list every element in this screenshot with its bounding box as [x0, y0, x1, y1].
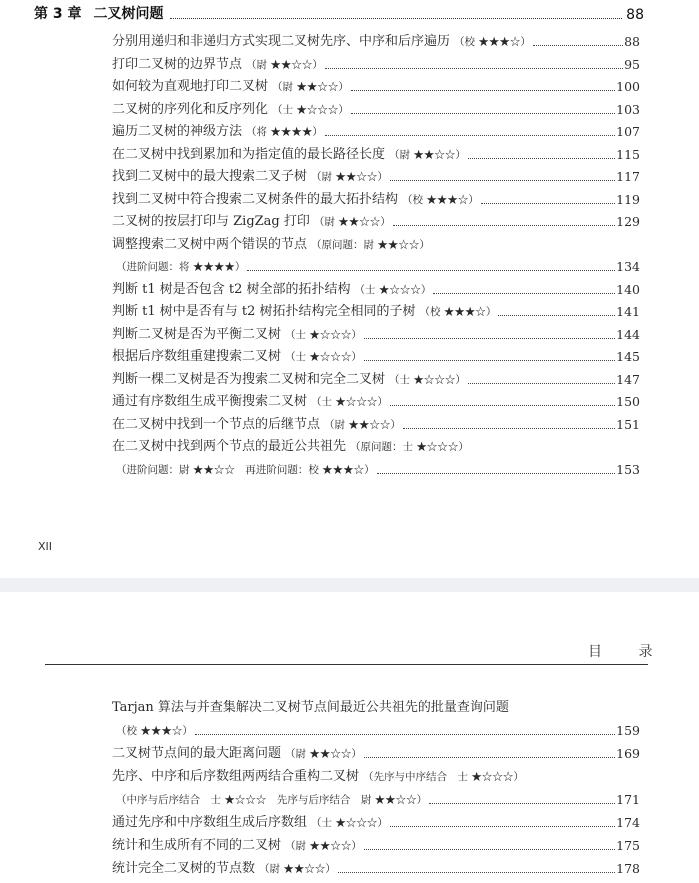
dot-leader: [364, 849, 615, 850]
entry-title: 判断 t1 树是否包含 t2 树全部的拓扑结构: [112, 281, 351, 297]
difficulty-note: （士 ★☆☆☆）: [354, 283, 432, 296]
toc-entry: [112, 390, 640, 410]
toc-entry: [112, 210, 640, 230]
entry-page-number: 95: [624, 56, 640, 72]
dot-leader: [325, 135, 615, 136]
entry-page-number: 147: [616, 371, 640, 387]
entry-title: 通过先序和中序数组生成后序数组: [112, 815, 308, 830]
entry-title: Tarjan 算法与并查集解决二叉树节点间最近公共祖先的批量查询问题: [112, 700, 509, 715]
toc-entry: [112, 143, 640, 163]
dot-leader: [533, 45, 623, 46]
dot-leader: [481, 203, 615, 204]
difficulty-note: （尉 ★★☆☆）: [259, 863, 336, 875]
entry-page-number: 115: [616, 146, 640, 162]
entry-page-number: 141: [616, 304, 640, 319]
difficulty-note: （校 ★★★☆）: [116, 725, 193, 737]
dot-leader: [364, 757, 615, 758]
entry-title: 在二叉树中找到累加和为指定值的最长路径长度: [112, 146, 386, 162]
dot-leader: [170, 18, 623, 19]
entry-title: 遍历二叉树的神级方法: [112, 124, 243, 139]
difficulty-note: （士 ★☆☆☆）: [311, 396, 388, 408]
toc-entry: [112, 368, 640, 388]
toc-entry-continuation: [112, 255, 640, 275]
toc-page-bottom: [0, 592, 699, 883]
dot-leader: [468, 158, 615, 159]
entry-page-number: 107: [616, 124, 640, 139]
dot-leader: [247, 270, 615, 271]
difficulty-note: （尉 ★★☆☆）: [272, 81, 349, 93]
difficulty-note: （尉 ★★☆☆）: [285, 840, 362, 852]
dot-leader: [364, 360, 615, 361]
dot-leader: [325, 68, 623, 69]
chapter-heading: [34, 3, 644, 23]
entry-page-number: 171: [616, 792, 640, 807]
entry-title: 二叉树的按层打印与 ZigZag 打印: [112, 214, 310, 229]
toc-entry-continuation: [112, 458, 640, 478]
dot-leader: [433, 293, 615, 294]
entry-title: 在二叉树中找到一个节点的后继节点: [112, 416, 321, 432]
entry-page-number: 144: [616, 326, 640, 342]
toc-entry: [112, 765, 640, 785]
toc-entry: [112, 435, 640, 455]
entry-title: 调整搜索二叉树中两个错误的节点: [112, 236, 308, 252]
difficulty-note: （士 ★☆☆☆）: [285, 328, 362, 341]
entry-page-number: 140: [616, 281, 640, 297]
dot-leader: [390, 180, 615, 181]
difficulty-note: （尉 ★★☆☆）: [324, 418, 401, 431]
dot-leader: [195, 734, 615, 735]
toc-entry: [112, 188, 640, 208]
entry-title: 如何较为直观地打印二叉树: [112, 79, 269, 94]
entry-page-number: 151: [616, 416, 640, 432]
page-number-footer: XII: [38, 540, 53, 553]
toc-entry: [112, 278, 640, 298]
difficulty-note: （士 ★☆☆☆）: [311, 817, 388, 829]
entry-page-number: 159: [616, 723, 640, 738]
entry-page-number: 178: [616, 861, 640, 876]
toc-entry: [112, 742, 640, 762]
dot-leader: [351, 90, 615, 91]
difficulty-note: （先序与中序结合 士 ★☆☆☆）: [363, 771, 524, 783]
difficulty-note: （尉 ★★☆☆）: [285, 748, 362, 760]
entry-page-number: 169: [616, 746, 640, 761]
dot-leader: [364, 338, 615, 339]
difficulty-note: （中序与后序结合 士 ★☆☆☆ 先序与后序结合 尉 ★★☆☆）: [116, 794, 428, 806]
difficulty-note: （校 ★★★☆）: [402, 193, 479, 206]
dot-leader: [498, 315, 615, 316]
entry-title: 找到二叉树中的最大搜索二叉子树: [112, 169, 308, 184]
difficulty-note: （尉 ★★☆☆）: [311, 171, 388, 183]
toc-entry: [112, 53, 640, 73]
toc-entry: [112, 811, 640, 831]
chapter-label: 第 3 章: [34, 6, 82, 22]
dot-leader: [403, 428, 615, 429]
chapter-title: 二叉树问题: [93, 6, 164, 22]
dot-leader: [393, 225, 615, 226]
entry-page-number: 88: [624, 34, 640, 49]
toc-entry: [112, 120, 640, 140]
dot-leader: [351, 113, 615, 114]
entry-title: 统计和生成所有不同的二叉树: [112, 838, 282, 853]
dot-leader: [390, 826, 615, 827]
entry-title: 在二叉树中找到两个节点的最近公共祖先: [112, 439, 347, 454]
dot-leader: [338, 872, 615, 873]
entry-title: 判断二叉树是否为平衡二叉树: [112, 326, 282, 342]
header-rule: [45, 664, 648, 665]
toc-entry: [112, 857, 640, 877]
entry-title: 二叉树节点间的最大距离问题: [112, 746, 282, 761]
toc-entry: [112, 345, 640, 365]
entry-page-number: 129: [616, 214, 640, 229]
entry-title: 根据后序数组重建搜索二叉树: [112, 349, 282, 364]
toc-entry: [112, 30, 640, 50]
toc-entry: [112, 696, 640, 716]
running-header: 目 录: [588, 644, 669, 660]
toc-entry: [112, 165, 640, 185]
entry-title: 通过有序数组生成平衡搜索二叉树: [112, 394, 308, 409]
toc-entry: [112, 233, 640, 253]
entry-page-number: 103: [616, 101, 640, 117]
toc-entry-continuation: [112, 788, 640, 808]
difficulty-note: （校 ★★★☆）: [454, 36, 531, 48]
difficulty-note: （士 ★☆☆☆）: [285, 351, 362, 363]
difficulty-note: （尉 ★★☆☆）: [246, 58, 323, 71]
difficulty-note: （原问题：士 ★☆☆☆）: [350, 441, 469, 453]
dot-leader: [429, 803, 615, 804]
difficulty-note: （原问题：尉 ★★☆☆）: [311, 238, 430, 251]
difficulty-note: （尉 ★★☆☆）: [389, 148, 466, 161]
entry-page-number: 117: [616, 169, 640, 184]
difficulty-note: （进阶问题：将 ★★★★）: [116, 261, 246, 273]
toc-entry: [112, 98, 640, 118]
entry-page-number: 145: [616, 349, 640, 364]
difficulty-note: （校 ★★★☆）: [419, 306, 497, 318]
entry-title: 先序、中序和后序数组两两结合重构二叉树: [112, 769, 360, 784]
difficulty-note: （尉 ★★☆☆）: [313, 216, 391, 228]
entry-title: 分别用递归和非递归方式实现二叉树先序、中序和后序遍历: [112, 34, 451, 49]
chapter-page-number: 88: [626, 7, 644, 23]
difficulty-note: （士 ★☆☆☆）: [389, 373, 466, 386]
toc-entry: [112, 834, 640, 854]
entry-title: 二叉树的序列化和反序列化: [112, 101, 269, 117]
entry-title: 判断 t1 树中是否有与 t2 树拓扑结构完全相同的子树: [112, 304, 416, 319]
entry-page-number: 150: [616, 394, 640, 409]
entry-title: 打印二叉树的边界节点: [112, 56, 243, 72]
difficulty-note: （士 ★☆☆☆）: [272, 103, 349, 116]
difficulty-note: （进阶问题：尉 ★★☆☆ 再进阶问题：校 ★★★☆）: [116, 463, 375, 476]
dot-leader: [390, 405, 615, 406]
entry-page-number: 119: [616, 191, 640, 207]
entry-title: 判断一棵二叉树是否为搜索二叉树和完全二叉树: [112, 371, 386, 387]
toc-entry: [112, 300, 640, 320]
entry-page-number: 100: [616, 79, 640, 94]
dot-leader: [377, 473, 615, 474]
difficulty-note: （将 ★★★★）: [246, 126, 323, 138]
toc-entry: [112, 413, 640, 433]
dot-leader: [468, 383, 615, 384]
toc-entry: [112, 323, 640, 343]
entry-title: 统计完全二叉树的节点数: [112, 861, 256, 876]
entry-page-number: 175: [616, 838, 640, 853]
toc-entry-continuation: [112, 719, 640, 739]
entry-page-number: 153: [616, 461, 640, 477]
page-separator: [0, 578, 699, 592]
entry-page-number: 134: [616, 259, 640, 274]
entry-title: 找到二叉树中符合搜索二叉树条件的最大拓扑结构: [112, 191, 399, 207]
entry-page-number: 174: [616, 815, 640, 830]
toc-entry: [112, 75, 640, 95]
